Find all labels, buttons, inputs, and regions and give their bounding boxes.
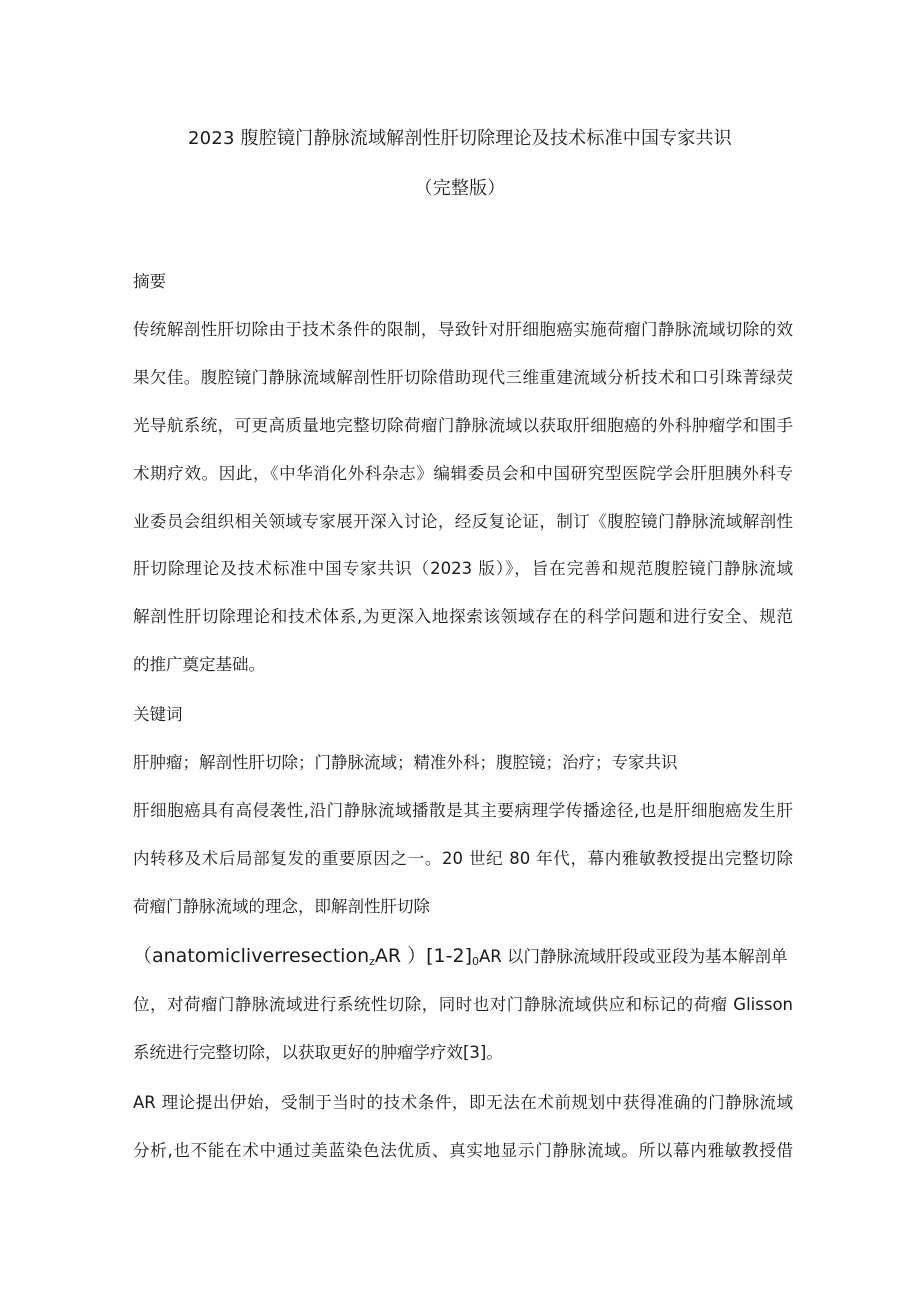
citation-sub: 0 xyxy=(472,955,480,968)
abstract-line: 传统解剖性肝切除由于技术条件的限制，导致针对肝细胞癌实施荷瘤门静脉流域切除的效 xyxy=(133,320,793,339)
abstract-line: 业委员会组织相关领域专家展开深入讨论，经反复论证，制订《腹腔镜门静脉流域解剖性 xyxy=(133,512,793,531)
abstract-line: 光导航系统，可更高质量地完整切除荷瘤门静脉流域以获取肝细胞癌的外科肿瘤学和围手 xyxy=(133,416,793,435)
body-line: 内转移及术后局部复发的重要原因之一。20 世纪 80 年代，幕内雅敏教授提出完整切除 xyxy=(133,849,793,868)
keywords-text: 肝肿瘤；解剖性肝切除；门静脉流域；精准外科；腹腔镜；治疗；专家共识 xyxy=(133,753,678,772)
citation-sub: z xyxy=(369,955,375,968)
document-title: 2023 腹腔镜门静脉流域解剖性肝切除理论及技术标准中国专家共识 xyxy=(188,128,732,149)
body-line: 系统进行完整切除，以获取更好的肿瘤学疗效[3]。 xyxy=(133,1043,503,1062)
body-line: 肝细胞癌具有高侵袭性,沿门静脉流域播散是其主要病理学传播途径,也是肝细胞癌发生肝 xyxy=(133,801,793,820)
body-line: 荷瘤门静脉流域的理念，即解剖性肝切除 xyxy=(133,897,430,916)
citation-part: AR ）[1-2] xyxy=(374,945,473,967)
citation-part: （anatomicliverresection xyxy=(133,945,370,967)
abstract-heading: 摘要 xyxy=(133,272,166,291)
citation-part: AR 以门静脉流域肝段或亚段为基本解剖单 xyxy=(479,947,788,966)
document-subtitle: （完整版） xyxy=(414,178,506,199)
body-line: AR 理论提出伊始，受制于当时的技术条件，即无法在术前规划中获得准确的门静脉流域 xyxy=(133,1093,793,1112)
body-line: 分析,也不能在术中通过美蓝染色法优质、真实地显示门静脉流域。所以幕内雅敏教授借 xyxy=(133,1141,793,1160)
body-line-citation xyxy=(133,945,793,973)
abstract-line: 果欠佳。腹腔镜门静脉流域解剖性肝切除借助现代三维重建流域分析技术和口引珠菁绿荧 xyxy=(133,368,793,387)
keywords-heading: 关键词 xyxy=(133,705,183,724)
body-line: 位，对荷瘤门静脉流域进行系统性切除，同时也对门静脉流域供应和标记的荷瘤 Glisson xyxy=(133,995,793,1014)
abstract-line: 肝切除理论及技术标准中国专家共识（2023 版）》，旨在完善和规范腹腔镜门静脉流域 xyxy=(133,559,793,578)
abstract-line: 的推广奠定基础。 xyxy=(133,655,265,674)
abstract-line: 解剖性肝切除理论和技术体系,为更深入地探索该领域存在的科学问题和进行安全、规范 xyxy=(133,607,793,626)
abstract-line: 术期疗效。因此，《中华消化外科杂志》编辑委员会和中国研究型医院学会肝胆胰外科专 xyxy=(133,464,793,483)
